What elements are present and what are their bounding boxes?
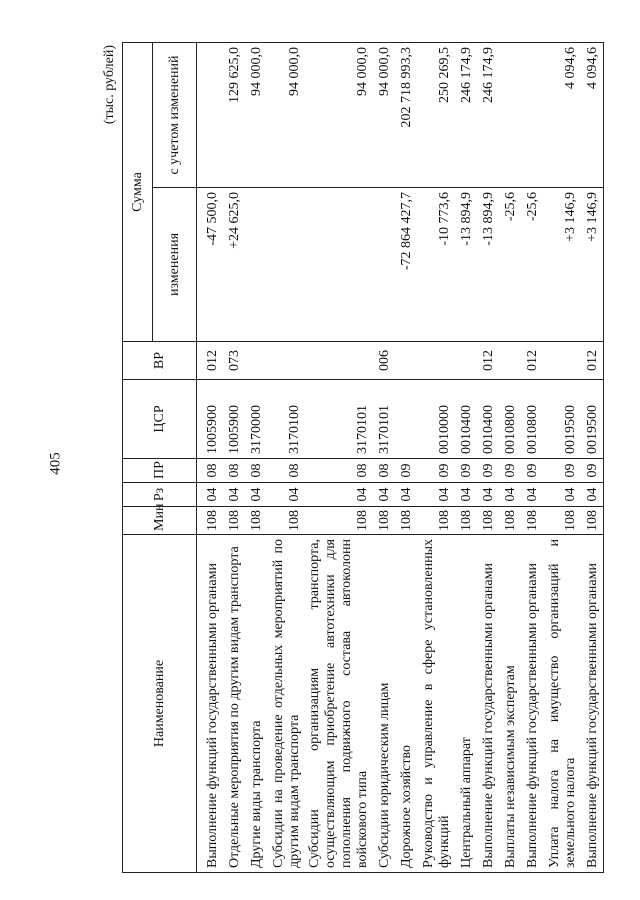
row-min: 108 bbox=[521, 507, 543, 535]
row-pr: 09 bbox=[499, 459, 521, 483]
row-name: Субсидии юридическим лицам bbox=[373, 535, 395, 873]
row-csr: 3170000 bbox=[245, 380, 267, 459]
row-rz: 04 bbox=[477, 483, 499, 507]
row-csr bbox=[395, 380, 417, 459]
row-total: 94 000,0 bbox=[373, 43, 395, 188]
row-total bbox=[197, 43, 224, 188]
header-pr: ПР bbox=[123, 459, 197, 483]
units-caption: (тыс. рублей) bbox=[102, 45, 117, 125]
row-rz: 04 bbox=[543, 483, 581, 507]
row-vr: 012 bbox=[477, 342, 499, 380]
row-pr: 08 bbox=[373, 459, 395, 483]
row-pr: 09 bbox=[477, 459, 499, 483]
page-number: 405 bbox=[47, 452, 64, 475]
row-change: +3 146,9 bbox=[543, 188, 581, 342]
row-change: -72 864 427,7 bbox=[395, 188, 417, 342]
row-total: 246 174,9 bbox=[455, 43, 477, 188]
row-change: -25,6 bbox=[521, 188, 543, 342]
header-rz: Рз bbox=[123, 483, 197, 507]
row-vr bbox=[543, 342, 581, 380]
row-vr bbox=[417, 342, 455, 380]
row-vr bbox=[305, 342, 373, 380]
table-row bbox=[197, 43, 224, 873]
table-row bbox=[245, 43, 267, 873]
row-pr: 08 bbox=[197, 459, 224, 483]
row-rz: 04 bbox=[395, 483, 417, 507]
row-change: -47 500,0 bbox=[197, 188, 224, 342]
row-name: Выплаты независимым экспертам bbox=[499, 535, 521, 873]
row-rz: 04 bbox=[305, 483, 373, 507]
table-row bbox=[477, 43, 499, 873]
row-min: 108 bbox=[543, 507, 581, 535]
row-min: 108 bbox=[305, 507, 373, 535]
row-pr: 08 bbox=[245, 459, 267, 483]
row-total: 94 000,0 bbox=[267, 43, 305, 188]
row-csr: 3170101 bbox=[305, 380, 373, 459]
row-vr: 012 bbox=[581, 342, 603, 380]
row-total: 202 718 993,3 bbox=[395, 43, 417, 188]
table-row bbox=[499, 43, 521, 873]
row-change: -13 894,9 bbox=[477, 188, 499, 342]
row-min: 108 bbox=[455, 507, 477, 535]
row-name: Уплата налога на имущество организаций и земельного налога bbox=[543, 535, 581, 873]
row-change: +3 146,9 bbox=[581, 188, 603, 342]
header-csr: ЦСР bbox=[123, 380, 197, 459]
table-row bbox=[581, 43, 603, 873]
row-vr bbox=[499, 342, 521, 380]
table-row bbox=[223, 43, 245, 873]
table-row bbox=[305, 43, 373, 873]
row-rz: 04 bbox=[455, 483, 477, 507]
row-min: 108 bbox=[581, 507, 603, 535]
row-pr: 09 bbox=[417, 459, 455, 483]
row-min: 108 bbox=[417, 507, 455, 535]
header-name: Наименование bbox=[123, 535, 197, 873]
row-rz: 04 bbox=[581, 483, 603, 507]
table-row bbox=[543, 43, 581, 873]
row-pr: 09 bbox=[455, 459, 477, 483]
row-total: 246 174,9 bbox=[477, 43, 499, 188]
row-total: 250 269,5 bbox=[417, 43, 455, 188]
row-rz: 04 bbox=[373, 483, 395, 507]
row-name: Выполнение функций государственными органами bbox=[581, 535, 603, 873]
row-rz: 04 bbox=[521, 483, 543, 507]
row-min: 108 bbox=[373, 507, 395, 535]
row-total: 94 000,0 bbox=[305, 43, 373, 188]
row-total: 129 625,0 bbox=[223, 43, 245, 188]
row-rz: 04 bbox=[499, 483, 521, 507]
row-csr: 0010400 bbox=[477, 380, 499, 459]
row-csr: 1005900 bbox=[223, 380, 245, 459]
row-total: 4 094,6 bbox=[581, 43, 603, 188]
row-rz: 04 bbox=[417, 483, 455, 507]
row-name: Выполнение функций государственными органами bbox=[477, 535, 499, 873]
row-min: 108 bbox=[245, 507, 267, 535]
row-name: Субсидии на проведение отдельных мероприятий по другим видам транспорта bbox=[267, 535, 305, 873]
row-change: -10 773,6 bbox=[417, 188, 455, 342]
row-name: Отдельные мероприятия по другим видам транспорта bbox=[223, 535, 245, 873]
header-changes: изменения bbox=[153, 188, 197, 342]
row-change bbox=[267, 188, 305, 342]
row-pr: 09 bbox=[581, 459, 603, 483]
row-total bbox=[521, 43, 543, 188]
row-rz: 04 bbox=[267, 483, 305, 507]
row-vr: 012 bbox=[521, 342, 543, 380]
row-name: Руководство и управление в сфере установленных функций bbox=[417, 535, 455, 873]
row-pr: 09 bbox=[395, 459, 417, 483]
row-name: Субсидии организациям транспорта, осуществляющим приобретение автотехники для пополнения подвижного состава автоколонн войскового типа bbox=[305, 535, 373, 873]
row-vr bbox=[395, 342, 417, 380]
row-pr: 08 bbox=[267, 459, 305, 483]
row-rz: 04 bbox=[197, 483, 224, 507]
row-csr: 0010800 bbox=[499, 380, 521, 459]
row-min: 108 bbox=[395, 507, 417, 535]
table-body bbox=[197, 43, 604, 873]
row-change bbox=[305, 188, 373, 342]
budget-table bbox=[122, 42, 604, 873]
header-vr: ВР bbox=[123, 342, 197, 380]
row-pr: 09 bbox=[543, 459, 581, 483]
table-row bbox=[455, 43, 477, 873]
table-row bbox=[373, 43, 395, 873]
row-pr: 08 bbox=[223, 459, 245, 483]
row-name: Дорожное хозяйство bbox=[395, 535, 417, 873]
table-row bbox=[267, 43, 305, 873]
row-total: 4 094,6 bbox=[543, 43, 581, 188]
row-name: Выполнение функций государственными органами bbox=[197, 535, 224, 873]
row-vr: 012 bbox=[197, 342, 224, 380]
row-vr: 006 bbox=[373, 342, 395, 380]
row-name: Другие виды транспорта bbox=[245, 535, 267, 873]
row-csr: 0010000 bbox=[417, 380, 455, 459]
row-pr: 08 bbox=[305, 459, 373, 483]
row-total bbox=[499, 43, 521, 188]
header-sum: Сумма bbox=[123, 43, 153, 342]
row-min: 108 bbox=[477, 507, 499, 535]
row-change: +24 625,0 bbox=[223, 188, 245, 342]
row-csr: 0010400 bbox=[455, 380, 477, 459]
table-row bbox=[395, 43, 417, 873]
row-name: Центральный аппарат bbox=[455, 535, 477, 873]
row-min: 108 bbox=[197, 507, 224, 535]
row-change bbox=[373, 188, 395, 342]
row-csr: 3170101 bbox=[373, 380, 395, 459]
row-total: 94 000,0 bbox=[245, 43, 267, 188]
row-vr bbox=[455, 342, 477, 380]
row-csr: 0019500 bbox=[543, 380, 581, 459]
row-vr bbox=[267, 342, 305, 380]
row-csr: 0019500 bbox=[581, 380, 603, 459]
row-name: Выполнение функций государственными органами bbox=[521, 535, 543, 873]
header-with-changes: с учетом изменений bbox=[153, 43, 197, 188]
row-csr: 1005900 bbox=[197, 380, 224, 459]
table-row bbox=[521, 43, 543, 873]
row-change: -13 894,9 bbox=[455, 188, 477, 342]
row-min: 108 bbox=[223, 507, 245, 535]
row-rz: 04 bbox=[245, 483, 267, 507]
row-rz: 04 bbox=[223, 483, 245, 507]
row-change bbox=[245, 188, 267, 342]
row-vr: 073 bbox=[223, 342, 245, 380]
header-min: Мин bbox=[123, 507, 197, 535]
rotated-page-content bbox=[100, 43, 600, 873]
row-csr: 3170100 bbox=[267, 380, 305, 459]
table-row bbox=[417, 43, 455, 873]
row-min: 108 bbox=[267, 507, 305, 535]
row-vr bbox=[245, 342, 267, 380]
row-min: 108 bbox=[499, 507, 521, 535]
row-pr: 09 bbox=[521, 459, 543, 483]
row-csr: 0010800 bbox=[521, 380, 543, 459]
row-change: -25,6 bbox=[499, 188, 521, 342]
